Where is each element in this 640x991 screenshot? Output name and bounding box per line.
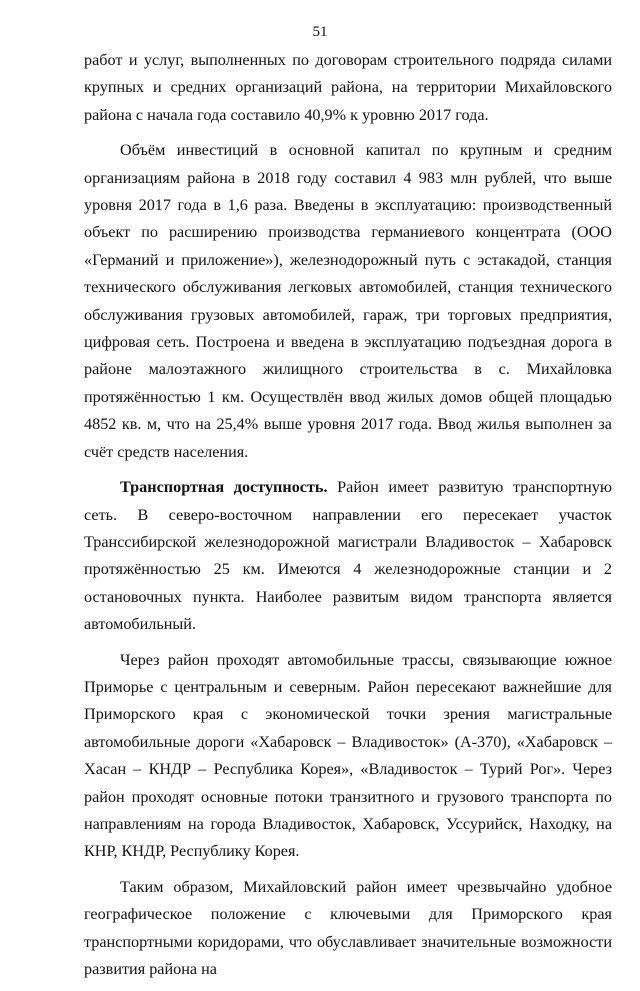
paragraph-text: Таким образом, Михайловский район имеет чрезвычайно удобное географическое положение с ключевыми для Приморского края транспортными коридорами, что обуславливает значительные возможности развития района на xyxy=(84,877,612,978)
paragraph-text: работ и услуг, выполненных по договорам строительного подряда силами крупных и средних организаций района, на территории Михайловского района с начала года составило 40,9% к уровню 2017 года. xyxy=(84,51,612,124)
paragraph-investments xyxy=(84,137,612,466)
paragraph-construction-continuation xyxy=(84,47,612,129)
page-number: 51 xyxy=(312,24,328,40)
paragraph-text: Через район проходят автомобильные трассы, связывающие южное Приморье с центральным и северным. Район пересекают важнейшие для Приморского края с экономической точки зрения магистральные автомобильные дороги «Хабаровск – Владивосток» (А-370), «Хабаровск – Хасан – КНДР – Республика Корея», «Владивосток – Турий Рог». Через район проходят основные потоки транзитного и грузового транспорта по направлениям на города Владивосток, Хабаровск, Уссурийск, Находку, на КНР, КНДР, Республику Корея. xyxy=(84,650,612,861)
paragraph-transport-accessibility xyxy=(84,474,612,638)
paragraph-highways xyxy=(84,647,612,866)
paragraph-conclusion xyxy=(84,874,612,984)
document-body xyxy=(84,47,612,991)
paragraph-text: Объём инвестиций в основной капитал по крупным и средним организациям района в 2018 году составил 4 983 млн рублей, что выше уровня 2017 года в 1,6 раза. Введены в эксплуатацию: производственный объект по расширению производства германиевого концентрата (ООО «Германий и приложение»), железнодорожный путь с эстакадой, станция технического обслуживания легковых автомобилей, станция технического обслуживания грузовых автомобилей, гараж, три торговых предприятия, цифровая сеть. Построена и введена в эксплуатацию подъездная дорога в районе малоэтажного жилищного строительства в с. Михайловка протяжённостью 1 км. Осуществлён ввод жилых домов общей площадью 4852 кв. м, что на 25,4% выше уровня 2017 года. Ввод жилья выполнен за счёт средств населения. xyxy=(84,141,612,461)
paragraph-text: Район имеет развитую транспортную сеть. В северо-восточном направлении его пересекает участок Транссибирской железнодорожной магистрали Владивосток – Хабаровск протяжённостью 25 км. Имеются 4 железнодорожные станции и 2 остановочных пункта. Наиболее развитым видом транспорта является автомобильный. xyxy=(84,478,612,634)
paragraph-lead-heading: Транспортная доступность. xyxy=(120,478,328,497)
